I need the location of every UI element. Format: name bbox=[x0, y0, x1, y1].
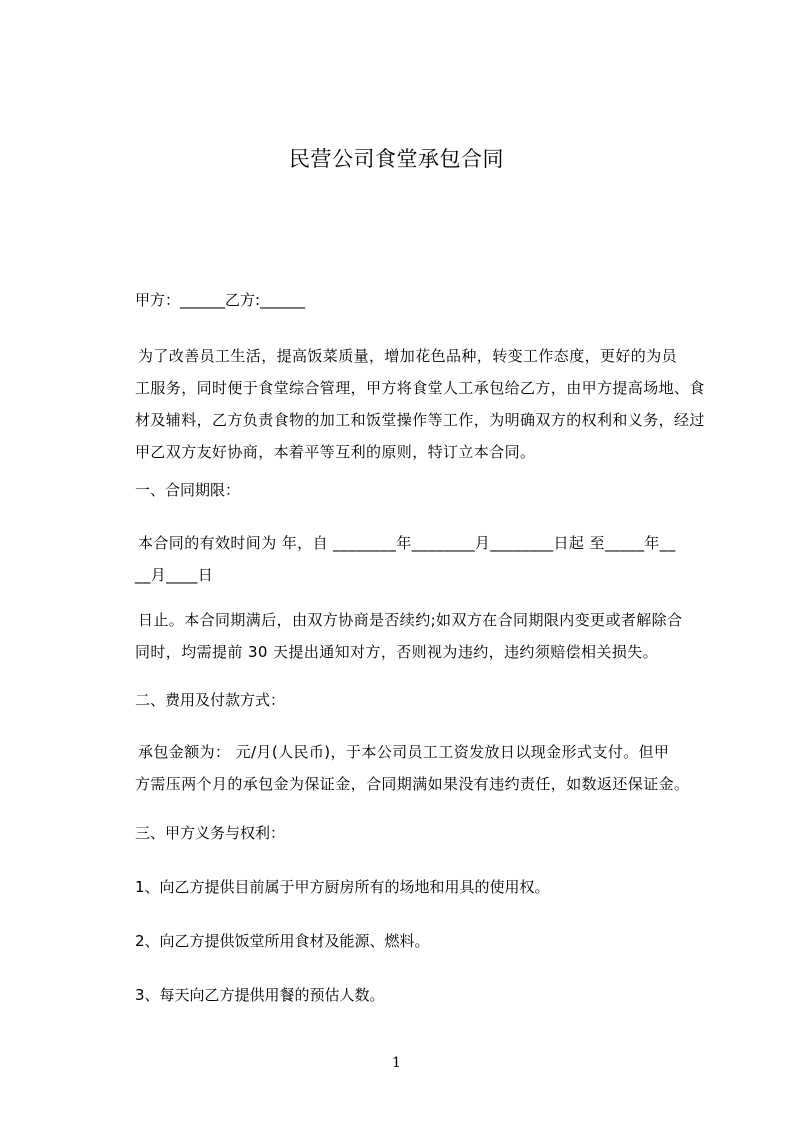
intro-line: 为了改善员工生活，提高饭菜质量，增加花色品种，转变工作态度，更好的为员 bbox=[138, 347, 678, 365]
termination-line: 日止。本合同期满后，由双方协商是否续约;如双方在合同期限内变更或者解除合 bbox=[138, 611, 683, 629]
fee-line: 承包金额为： 元/月(人民币)，于本公司员工工资发放日以现金形式支付。但甲 bbox=[138, 743, 670, 761]
party-a-item: 1、向乙方提供目前属于甲方厨房所有的场地和用具的使用权。 bbox=[135, 878, 550, 896]
fee-line: 方需压两个月的承包金为保证金，合同期满如果没有违约责任，如数返还保证金。 bbox=[135, 775, 690, 793]
section-heading-party-a: 三、甲方义务与权利： bbox=[135, 824, 286, 842]
page-number: 1 bbox=[392, 1055, 401, 1071]
intro-line: 甲乙双方友好协商，本着平等互利的原则，特订立本合同。 bbox=[135, 443, 536, 461]
intro-paragraph bbox=[135, 340, 713, 468]
term-line: __月____日 bbox=[135, 566, 214, 584]
term-clause bbox=[135, 527, 713, 591]
section-heading-fees: 二、费用及付款方式： bbox=[135, 691, 286, 709]
intro-line: 材及辅料，乙方负责食物的加工和饭堂操作等工作，为明确双方的权利和义务，经过 bbox=[135, 411, 705, 429]
fee-clause bbox=[135, 736, 713, 800]
section-heading-term: 一、合同期限： bbox=[135, 481, 241, 499]
party-a-item: 3、每天向乙方提供用餐的预估人数。 bbox=[135, 986, 385, 1004]
term-line: 本合同的有效时间为 年，自 ________年________月________日起 至_____年__ bbox=[138, 534, 676, 552]
termination-line: 同时，均需提前 30 天提出通知对方，否则视为违约，违约须赔偿相关损失。 bbox=[135, 643, 659, 661]
intro-line: 工服务，同时便于食堂综合管理，甲方将食堂人工承包给乙方，由甲方提高场地、食 bbox=[135, 379, 705, 397]
document-title: 民营公司食堂承包合同 bbox=[289, 147, 504, 171]
parties-line: 甲方：______乙方:______ bbox=[135, 291, 306, 309]
termination-clause bbox=[135, 604, 713, 668]
party-a-item: 2、向乙方提供饭堂所用食材及能源、燃料。 bbox=[135, 932, 430, 950]
